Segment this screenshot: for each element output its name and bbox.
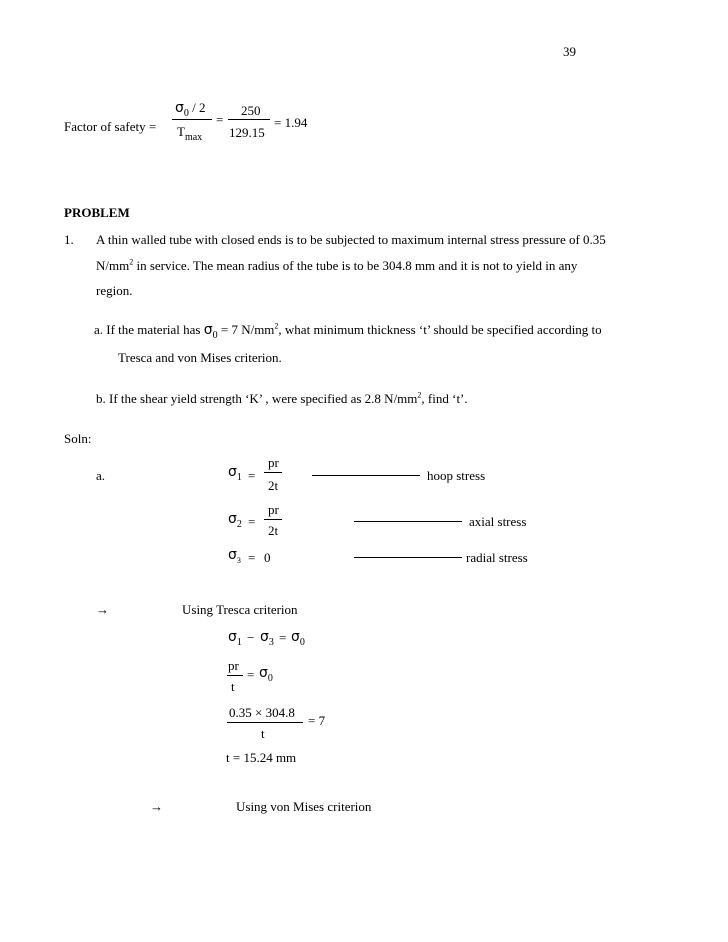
- fraction-denominator: t: [231, 679, 235, 694]
- fraction-bar: [227, 722, 303, 723]
- fraction-bar: [264, 472, 282, 473]
- page-number: 39: [563, 44, 576, 59]
- equals-sign: =: [247, 667, 255, 682]
- fos-label: Factor of safety =: [64, 119, 157, 134]
- fraction-bar: [264, 519, 282, 520]
- tresca-heading: Using Tresca criterion: [182, 602, 298, 617]
- fraction-numerator: pr: [268, 455, 279, 470]
- subquestion-a: a. If the material has $\sigma_0 = 7$ $N/mm^2$, what minimum thickness ‘t’ should be specified according to: [94, 321, 602, 341]
- fos-denominator-2: 129.15: [229, 125, 265, 140]
- sigma-2: $\sigma_2$: [228, 511, 242, 530]
- fraction-numerator: pr: [228, 658, 239, 673]
- subquestion-a-line-2: Tresca and von Mises criterion.: [118, 350, 282, 365]
- arrow-icon: →: [96, 602, 109, 617]
- problem-number: 1.: [64, 232, 74, 247]
- equals-sign: =: [248, 550, 256, 565]
- equals-seven: = 7: [308, 713, 326, 728]
- leader-line: [354, 521, 462, 522]
- sigma-1: $\sigma_1$: [228, 629, 242, 648]
- sigma-0: $\sigma_0$: [291, 629, 305, 648]
- leader-line: [354, 557, 462, 558]
- axial-stress-label: axial stress: [469, 514, 527, 529]
- sigma-3: $\sigma_3$: [228, 547, 241, 565]
- sigma-3: $\sigma_3$: [260, 629, 274, 648]
- fraction-bar: [172, 119, 212, 120]
- subquestion-b: b. If the shear yield strength ‘K’ , were specified as 2.8 $N/mm^2$, find ‘t’.: [96, 390, 468, 406]
- radial-stress-label: radial stress: [466, 550, 528, 565]
- problem-line-1: A thin walled tube with closed ends is to be subjected to maximum internal stress pressure of 0.35: [96, 232, 606, 247]
- fos-numerator-2: 250: [241, 103, 261, 118]
- fraction-denominator: 2t: [268, 523, 279, 538]
- arrow-icon: →: [150, 799, 163, 814]
- sigma-1: $\sigma_1$: [228, 464, 242, 483]
- part-a-label: a.: [96, 468, 106, 483]
- fos-denominator-1: $T_{max}$: [177, 124, 203, 143]
- sigma-0: $\sigma_0$: [259, 665, 273, 684]
- fraction-denominator: 2t: [268, 478, 279, 493]
- fraction-numerator: 0.35 × 304.8: [229, 705, 295, 720]
- fraction-numerator: pr: [268, 502, 279, 517]
- equals-sign: =: [279, 630, 287, 645]
- problem-heading: PROBLEM: [64, 205, 130, 220]
- hoop-stress-label: hoop stress: [427, 468, 486, 483]
- fraction-denominator: t: [261, 726, 265, 741]
- fos-equals: =: [216, 112, 224, 127]
- minus-sign: −: [247, 630, 255, 645]
- tresca-result: t = 15.24 mm: [226, 750, 297, 765]
- zero-value: 0: [264, 550, 271, 565]
- solution-label: Soln:: [64, 431, 92, 446]
- problem-line-2: $N/mm^2$ in service. The mean radius of the tube is to be 304.8 mm and it is not to yield in any: [96, 257, 578, 273]
- fos-result: = 1.94: [274, 115, 308, 130]
- fraction-bar: [228, 119, 270, 120]
- problem-line-3: region.: [96, 283, 133, 298]
- fos-numerator-1: $\sigma_0 / 2$: [175, 100, 206, 119]
- leader-line: [312, 475, 420, 476]
- equals-sign: =: [248, 468, 256, 483]
- von-mises-heading: Using von Mises criterion: [236, 799, 372, 814]
- fraction-bar: [227, 675, 243, 676]
- equals-sign: =: [248, 514, 256, 529]
